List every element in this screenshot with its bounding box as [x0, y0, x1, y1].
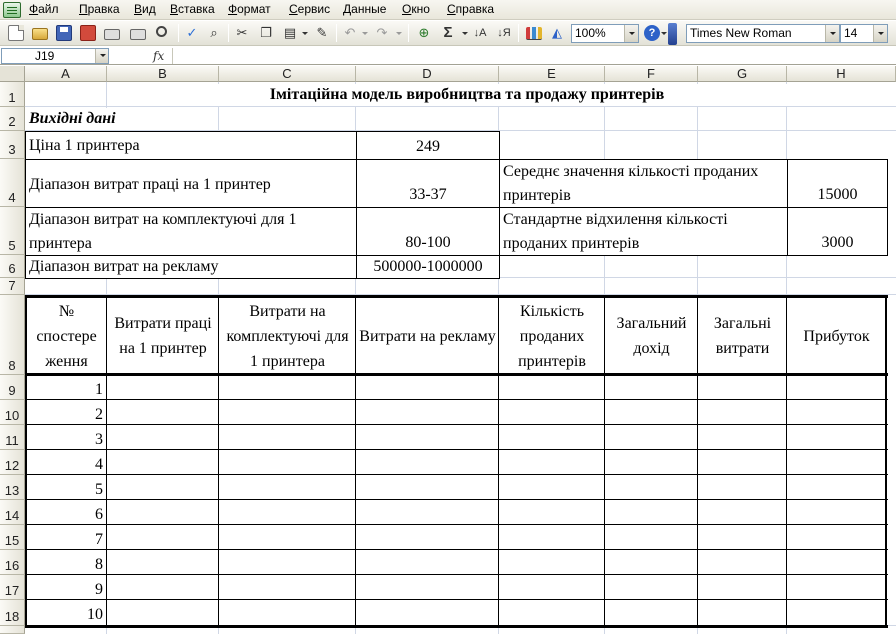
table-border — [697, 295, 698, 628]
paste-icon[interactable]: ▤ — [283, 25, 297, 40]
toolbar-options-icon[interactable] — [668, 23, 677, 45]
row-header-7[interactable]: 7 — [0, 278, 25, 295]
observation-number[interactable]: 6 — [27, 502, 106, 524]
table-border — [498, 295, 499, 628]
name-box-dropdown-icon[interactable] — [95, 49, 108, 63]
table-header-observation[interactable]: № спостере ження — [27, 298, 106, 374]
row-header-17[interactable]: 17 — [0, 575, 25, 600]
menu-insert[interactable]: Вставка — [170, 2, 215, 16]
formula-bar — [0, 47, 896, 65]
row-header-8[interactable]: 8 — [0, 295, 25, 375]
row-header-6[interactable]: 6 — [0, 255, 25, 278]
table-border — [355, 295, 356, 628]
table-border — [25, 449, 888, 450]
input-label-labor[interactable]: Діапазон витрат праці на 1 принтер — [25, 159, 357, 208]
row-header-19[interactable] — [0, 626, 25, 634]
autosum-dropdown-icon[interactable] — [462, 32, 468, 35]
help-dropdown-icon[interactable] — [661, 32, 667, 35]
row-header-4[interactable]: 4 — [0, 159, 25, 207]
zoom-dropdown-icon[interactable] — [624, 25, 638, 42]
permission-icon[interactable] — [80, 25, 96, 41]
font-name-select[interactable] — [686, 24, 840, 43]
table-header-labor[interactable]: Витрати праці на 1 принтер — [108, 298, 218, 374]
stat-value-stddev[interactable]: 3000 — [787, 207, 888, 256]
select-all-corner[interactable] — [0, 66, 25, 82]
row-header-9[interactable]: 9 — [0, 375, 25, 400]
row-header-1[interactable]: 1 — [0, 82, 25, 107]
toolbar-separator — [408, 24, 409, 42]
row-header-13[interactable]: 13 — [0, 475, 25, 500]
print-preview-icon[interactable] — [156, 26, 167, 37]
column-header-c[interactable]: C — [219, 66, 356, 82]
table-border — [218, 295, 219, 628]
font-size-dropdown-icon[interactable] — [873, 25, 887, 42]
table-header-revenue[interactable]: Загальний дохід — [606, 298, 697, 374]
redo-dropdown-icon[interactable] — [396, 32, 402, 35]
table-border — [604, 295, 605, 628]
observation-number[interactable]: 3 — [27, 427, 106, 449]
observation-number[interactable]: 5 — [27, 477, 106, 499]
open-folder-icon[interactable] — [32, 28, 48, 40]
table-header-sold[interactable]: Кількість проданих принтерів — [500, 298, 604, 374]
column-header-d[interactable]: D — [356, 66, 499, 82]
table-border — [885, 295, 887, 628]
input-label-price[interactable]: Ціна 1 принтера — [25, 131, 357, 160]
column-header-f[interactable]: F — [605, 66, 698, 82]
menu-help[interactable]: Справка — [447, 2, 495, 16]
help-icon[interactable]: ? — [644, 25, 660, 41]
column-header-b[interactable]: B — [107, 66, 219, 82]
email-icon[interactable] — [104, 29, 120, 40]
undo-dropdown-icon[interactable] — [362, 32, 368, 35]
toolbar-separator — [336, 24, 337, 42]
standard-toolbar — [0, 21, 896, 46]
table-border — [106, 295, 107, 628]
observation-number[interactable]: 8 — [27, 552, 106, 574]
menu-edit[interactable]: Правка — [79, 2, 120, 16]
input-label-advertising[interactable]: Діапазон витрат на рекламу — [25, 255, 357, 279]
menu-view[interactable]: Вид — [134, 2, 156, 16]
excel-app-icon[interactable] — [3, 2, 21, 18]
menu-window[interactable]: Окно — [402, 2, 430, 16]
row-header-3[interactable]: 3 — [0, 131, 25, 159]
font-name-value: Times New Roman — [690, 26, 792, 40]
section-label[interactable]: Вихідні дані — [26, 108, 176, 130]
insert-function-icon[interactable]: fx — [153, 49, 165, 63]
toolbar-separator — [228, 24, 229, 42]
formula-input[interactable] — [172, 48, 894, 64]
stat-label-stddev[interactable]: Стандартне відхилення кількості проданих принтерів — [499, 207, 788, 256]
name-box-value: J19 — [35, 49, 55, 63]
table-border — [25, 499, 888, 500]
row-header-11[interactable]: 11 — [0, 425, 25, 450]
new-document-icon[interactable] — [8, 25, 24, 41]
copy-icon[interactable]: ❐ — [260, 25, 272, 40]
spelling-icon[interactable]: ✓ — [186, 25, 198, 40]
table-border — [25, 574, 888, 575]
menu-bar — [0, 0, 896, 20]
cut-icon[interactable]: ✂ — [236, 25, 248, 40]
column-header-a[interactable]: A — [25, 66, 107, 82]
font-size-value: 14 — [844, 26, 858, 40]
input-value-price[interactable]: 249 — [356, 131, 500, 160]
zoom-select[interactable] — [571, 24, 639, 43]
observation-number[interactable]: 1 — [27, 377, 106, 399]
hyperlink-icon[interactable]: ⊕ — [418, 25, 430, 40]
font-name-dropdown-icon[interactable] — [825, 25, 839, 42]
row-header-16[interactable]: 16 — [0, 550, 25, 575]
print-icon[interactable] — [130, 29, 146, 40]
paste-dropdown-icon[interactable] — [302, 32, 308, 35]
row-header-15[interactable]: 15 — [0, 525, 25, 550]
table-header-components[interactable]: Витрати на комплектуючі для 1 принтера — [220, 298, 355, 374]
zoom-value: 100% — [575, 26, 606, 40]
observation-number[interactable]: 7 — [27, 527, 106, 549]
font-size-select[interactable] — [840, 24, 888, 43]
table-border — [25, 399, 888, 400]
row-header-18[interactable]: 18 — [0, 600, 25, 626]
menu-format[interactable]: Формат — [228, 2, 271, 16]
table-border — [25, 625, 888, 628]
toolbar-separator — [178, 24, 179, 42]
observation-number[interactable]: 2 — [27, 402, 106, 424]
table-header-advertising[interactable]: Витрати на рекламу — [357, 298, 498, 374]
menu-tools[interactable]: Сервис — [289, 2, 331, 16]
table-border — [25, 373, 888, 376]
column-header-g[interactable]: G — [698, 66, 787, 82]
row-header-10[interactable]: 10 — [0, 400, 25, 425]
table-border — [25, 295, 27, 628]
name-box[interactable] — [1, 48, 109, 64]
input-label-components[interactable]: Діапазон витрат на комплектуючі для 1 принтера — [25, 207, 357, 256]
redo-icon[interactable]: ↷ — [376, 25, 388, 40]
column-header-h[interactable]: H — [787, 66, 896, 82]
row-header-12[interactable]: 12 — [0, 450, 25, 475]
row-header-5[interactable]: 5 — [0, 207, 25, 255]
input-value-labor[interactable]: 33-37 — [356, 159, 500, 208]
format-painter-icon[interactable]: ✎ — [316, 25, 328, 40]
table-border — [25, 599, 888, 600]
table-border — [25, 295, 888, 298]
worksheet-grid — [0, 66, 896, 634]
menu-file[interactable]: Файл — [29, 2, 59, 16]
toolbar-separator — [518, 24, 519, 42]
undo-icon[interactable]: ↶ — [344, 25, 356, 40]
menu-data[interactable]: Данные — [343, 2, 387, 16]
table-border — [25, 474, 888, 475]
table-header-profit[interactable]: Прибуток — [788, 298, 885, 374]
table-border — [25, 549, 888, 550]
sort-descending-icon[interactable]: ↓Я — [497, 27, 511, 39]
drawing-icon[interactable]: ◭ — [552, 25, 562, 40]
table-border — [786, 295, 787, 628]
column-header-e[interactable]: E — [499, 66, 605, 82]
table-border — [25, 424, 888, 425]
sheet-title[interactable]: Імітаційна модель виробництва та продажу принтерів — [107, 84, 827, 106]
sort-ascending-icon[interactable]: ↓A — [473, 27, 487, 39]
autosum-icon[interactable]: Σ — [443, 24, 453, 41]
stat-label-mean[interactable]: Середнє значення кількості проданих принтерів — [499, 159, 788, 208]
row-header-2[interactable]: 2 — [0, 107, 25, 131]
gridline — [25, 106, 896, 107]
research-icon[interactable]: ⌕ — [210, 25, 218, 40]
stat-value-mean[interactable]: 15000 — [787, 159, 888, 208]
save-icon[interactable] — [56, 25, 72, 41]
table-header-costs[interactable]: Загальні витрати — [699, 298, 786, 374]
table-border — [25, 524, 888, 525]
input-value-advertising[interactable]: 500000-1000000 — [356, 255, 500, 279]
row-header-14[interactable]: 14 — [0, 500, 25, 525]
observation-number[interactable]: 10 — [27, 602, 106, 624]
observation-number[interactable]: 9 — [27, 577, 106, 599]
observation-number[interactable]: 4 — [27, 452, 106, 474]
input-value-components[interactable]: 80-100 — [356, 207, 500, 256]
chart-wizard-icon[interactable] — [526, 27, 542, 40]
